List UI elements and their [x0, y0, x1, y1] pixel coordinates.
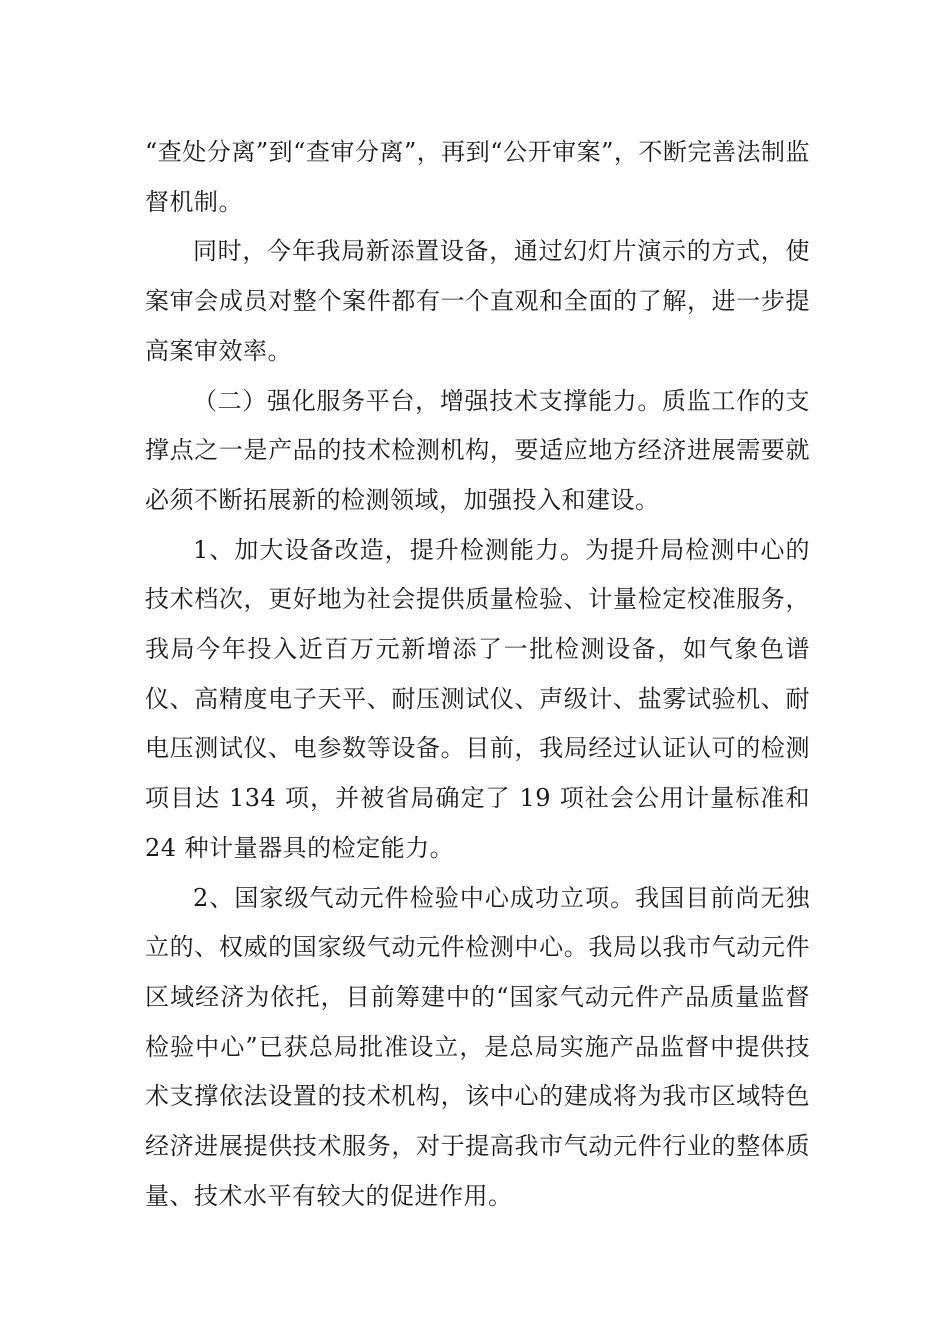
paragraph-slideshow: 同时，今年我局新添置设备，通过幻灯片演示的方式，使案审会成员对整个案件都有一个直观和全面的了解，进一步提高案审效率。	[145, 237, 810, 365]
paragraph-equipment-upgrade: 1、加大设备改造，提升检测能力。为提升局检测中心的技术档次，更好地为社会提供质量检验、计量检定校准服务，我局今年投入近百万元新增添了一批检测设备，如气象色谱仪、高精度电子天平、耐压测试仪、声级计、盐雾试验机、耐电压测试仪、电参数等设备。目前，我局经过认证认可的检测项目达 134 项，并被省局确定了 19 项社会公用计量标准和 24 种计量器具的检定能力。	[145, 535, 810, 862]
paragraph-service-platform: （二）强化服务平台，增强技术支撑能力。质监工作的支撑点之一是产品的技术检测机构，要适应地方经济进展需要就必须不断拓展新的检测领域，加强投入和建设。	[145, 386, 810, 514]
paragraph-continuation: “查处分离”到“查审分离”，再到“公开审案”，不断完善法制监督机制。	[145, 138, 810, 216]
paragraph-pneumatic-center: 2、国家级气动元件检验中心成功立项。我国目前尚无独立的、权威的国家级气动元件检测中心。我局以我市气动元件区域经济为依托，目前筹建中的“国家气动元件产品质量监督检验中心”已获总局批准设立，是总局实施产品监督中提供技术支撑依法设置的技术机构，该中心的建成将为我市区域特色经济进展提供技术服务，对于提高我市气动元件行业的整体质量、技术水平有较大的促进作用。	[145, 883, 810, 1210]
document-body	[145, 128, 810, 1221]
